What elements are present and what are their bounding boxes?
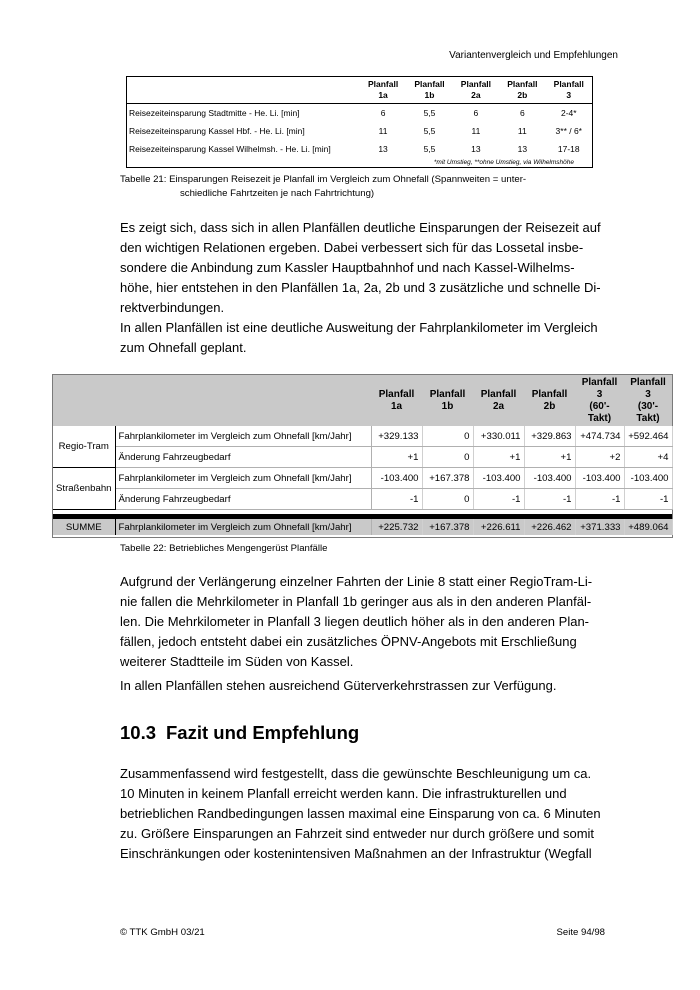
t22-col-header: Planfall 1b: [422, 375, 473, 426]
t21-col-header: Planfall 2b: [499, 77, 545, 104]
t22-col-header: Planfall 3 (60'-Takt): [575, 375, 624, 426]
paragraph: Es zeigt sich, dass sich in allen Planfällen deutliche Einsparungen der Reisezeit auf den wichtigen Relationen ergeben. Dabei verbessert sich für das Lossetal insbe-sondere die Anbindung zum Kassler Hauptbahnhof und nach Kassel-Wilhelms-höhe, hier entstehen in den Planfällen 1a, 2a, 2b und 3 zusätzliche und schnelle Di-rektverbindungen.: [120, 220, 601, 315]
table-row: Änderung Fahrzeugbedarf +1 0 +1 +1 +2 +4: [53, 447, 672, 468]
table-21-caption: Tabelle 21: Einsparungen Reisezeit je Planfall im Vergleich zum Ohnefall (Spannweiten = unter- schiedliche Fahrtzeiten je nach Fahrtrichtung): [120, 174, 527, 199]
t22-col-header: Planfall 3 (30'-Takt): [624, 375, 672, 426]
table-row: Änderung Fahrzeugbedarf -1 0 -1 -1 -1 -1: [53, 489, 672, 510]
group-label: Regio-Tram: [53, 426, 115, 468]
table-row: Reisezeiteinsparung Kassel Wilhelmsh. - He. Li. [min] 13 5,5 13 13 17-18: [127, 140, 593, 158]
paragraph: In allen Planfällen ist eine deutliche Ausweitung der Fahrplankilometer im Vergleich zum Ohnefall geplant.: [120, 320, 598, 355]
footer-page-number: Seite 94/98: [556, 927, 605, 938]
t22-col-header: Planfall 2b: [524, 375, 575, 426]
sum-row: SUMME Fahrplankilometer im Vergleich zum Ohnefall [km/Jahr] +225.732 +167.378 +226.611 +226.462 +371.333 +489.064: [53, 519, 672, 535]
table-row: Reisezeiteinsparung Kassel Hbf. - He. Li. [min] 11 5,5 11 11 3** / 6*: [127, 122, 593, 140]
table-row: Regio-Tram Fahrplankilometer im Vergleich zum Ohnefall [km/Jahr] +329.133 0 +330.011 +329.863 +474.734 +592.464: [53, 426, 672, 447]
t21-col-header: Planfall 3: [546, 77, 593, 104]
paragraph: In allen Planfällen stehen ausreichend Güterverkehrstrassen zur Verfügung.: [120, 678, 557, 693]
table-row: Straßenbahn Fahrplankilometer im Vergleich zum Ohnefall [km/Jahr] -103.400 +167.378 -103.400 -103.400 -103.400 -103.400: [53, 468, 672, 489]
table-note: *mit Umstieg, **ohne Umstieg, via Wilhelmshöhe: [127, 158, 593, 168]
t22-col-header: Planfall 2a: [473, 375, 524, 426]
section-heading: 10.3 Fazit und Empfehlung: [120, 722, 360, 743]
t21-col-header: Planfall 1a: [360, 77, 406, 104]
t21-col-header: Planfall 2a: [453, 77, 499, 104]
table-22-operating-quantities: [52, 374, 673, 538]
t22-col-header: Planfall 1a: [371, 375, 422, 426]
paragraph: Zusammenfassend wird festgestellt, dass die gewünschte Beschleunigung um ca. 10 Minuten in keinem Planfall erreicht werden kann. Die infrastrukturellen und betrieblichen Randbedingungen lassen maximal eine Einsparung von ca. 6 Minuten zu. Größere Einsparungen an Fahrzeit sind entweder nur durch größere und somit Einschränkungen oder kostenintensiven Maßnahmen an der Infrastruktur (Wegfall: [120, 766, 601, 861]
table-22-caption: Tabelle 22: Betriebliches Mengengerüst Planfälle: [120, 543, 328, 554]
group-label: Straßenbahn: [53, 468, 115, 510]
t21-col-header: Planfall 1b: [406, 77, 452, 104]
running-header: Variantenvergleich und Empfehlungen: [449, 50, 618, 61]
paragraph: Aufgrund der Verlängerung einzelner Fahrten der Linie 8 statt einer RegioTram-Li-nie fallen die Mehrkilometer in Planfall 1b geringer aus als in den anderen Planfäl-len. Die Mehrkilometer in Planfall 3 liegen deutlich höher als in den anderen Plan-fällen, jedoch entsteht dabei ein zusätzliches ÖPNV-Angebots mit Erschließung weiterer Stadtteile im Süden von Kassel.: [120, 574, 593, 669]
footer-copyright: © TTK GmbH 03/21: [120, 927, 205, 938]
table-row: Reisezeiteinsparung Stadtmitte - He. Li. [min] 6 5,5 6 6 2-4*: [127, 104, 593, 123]
table-21-travel-time-savings: [126, 76, 593, 168]
